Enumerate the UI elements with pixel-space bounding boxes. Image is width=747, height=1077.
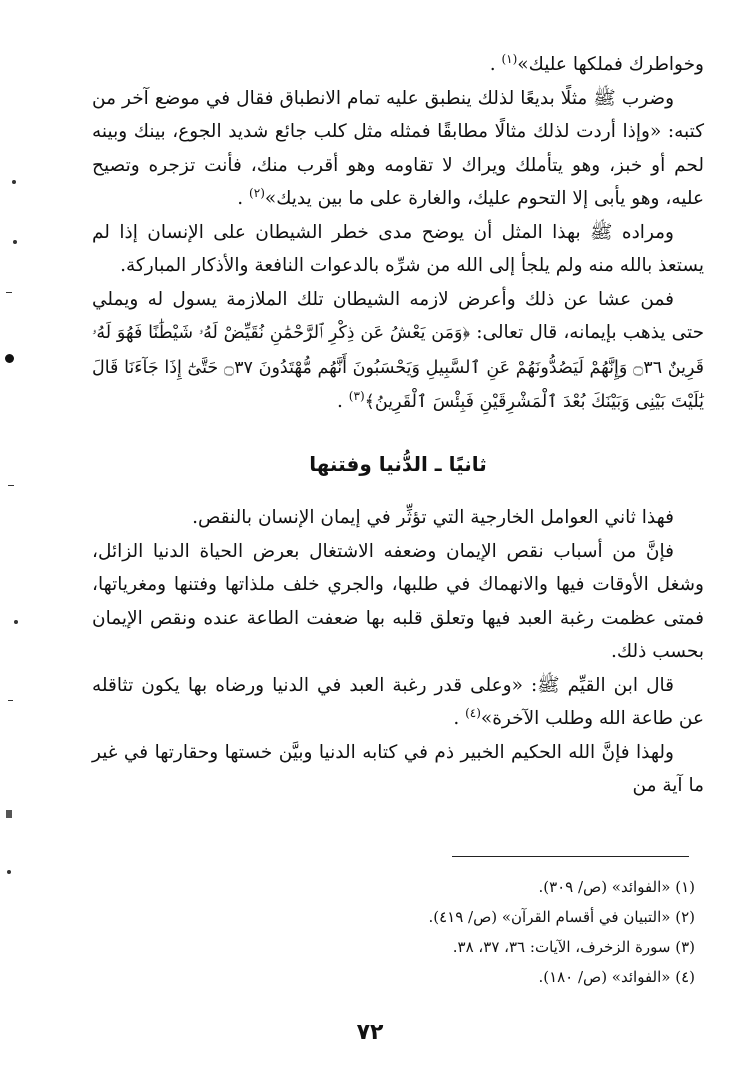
paragraph-2-text: وضرب ﷺ مثلًا بديعًا لذلك ينطبق عليه تمام الانطباق فقال في موضع آخر من كتبه: «وإذا أردت لذلك مثالًا مطابقًا فمثله مثل كلب جائع شديد الجوع، بينك وبينه لحم أو خبز، وهو يتأملك ويراك لا تقاومه وهو أقرب منك، فأنت تزجره وتصيح عليه، وهو يأبى إلا التحوم عليك، والغارة على ما بين يديك» <box>92 87 704 209</box>
scan-mark <box>14 620 18 624</box>
main-text-block <box>92 48 704 803</box>
footnote-2: (٢) «التبيان في أقسام القرآن» (ص/ ٤١٩). <box>428 908 695 926</box>
quran-verse: ﴿وَمَن يَعْشُ عَن ذِكْرِ ٱلرَّحْمَٰنِ نُقَيِّضْ لَهُۥ شَيْطَٰنًا فَهُوَ لَهُۥ قَرِينٌ ۝٣٦ وَإِنَّهُمْ لَيَصُدُّونَهُمْ عَنِ ٱلسَّبِيلِ وَيَحْسَبُونَ أَنَّهُم مُّهْتَدُونَ ۝٣٧ حَتَّىٰٓ إِذَا جَآءَنَا قَالَ يَٰلَيْتَ بَيْنِى وَبَيْنَكَ بُعْدَ ٱلْمَشْرِقَيْنِ فَبِئْسَ ٱلْقَرِينُ﴾ <box>92 323 704 412</box>
paragraph-1: وخواطرك فملكها عليك»$^{(١)}$ . <box>489 51 704 75</box>
page-number: ٧٢ <box>356 1020 384 1045</box>
scan-mark <box>6 292 12 293</box>
paragraph-7-text: قال ابن القيِّم ﷺ: «وعلى قدر رغبة العبد في الدنيا ورضاه بها يكون تثاقله عن طاعة الله وطلب الآخرة» <box>92 674 704 729</box>
paragraph-1-text: وخواطرك فملكها عليك» <box>517 54 704 75</box>
paragraph-8: ولهذا فإنَّ الله الحكيم الخبير ذم في كتابه الدنيا وبيَّن خستها وحقارتها في غير ما آية من <box>92 741 704 796</box>
footnote-4: (٤) «الفوائد» (ص/ ١٨٠). <box>538 968 695 986</box>
footnote-1: (١) «الفوائد» (ص/ ٣٠٩). <box>538 878 695 896</box>
footnotes <box>428 872 695 992</box>
footnote-ref-1: (١) <box>501 51 518 66</box>
paragraph-5: فهذا ثاني العوامل الخارجية التي تؤثِّر في إيمان الإنسان بالنقص. <box>192 507 674 528</box>
scan-mark <box>8 700 13 701</box>
paragraph-4-intro: فمن عشا عن ذلك وأعرض لازمه الشيطان تلك الملازمة يسول له ويملي حتى يذهب بإيمانه، قال تعالى: <box>92 288 705 343</box>
footnote-separator <box>452 856 689 857</box>
footnote-ref-3: (٣) <box>348 388 365 403</box>
section-heading: ثانيًا ـ الدُّنيا وفتنها <box>309 451 487 476</box>
scan-mark <box>13 240 17 244</box>
paragraph-3: ومراده ﷺ بهذا المثل أن يوضح مدى خطر الشيطان على الإنسان إذا لم يستعذ بالله منه ولم يلجأ إلى الله من شرِّه بالدعوات النافعة والأذكار المباركة. <box>92 221 704 276</box>
scan-mark <box>5 354 14 363</box>
paragraph-7: قال ابن القيِّم ﷺ: «وعلى قدر رغبة العبد في الدنيا ورضاه بها يكون تثاقله عن طاعة الله وطلب الآخرة»$^{(٤)}$ . <box>92 674 704 729</box>
paragraph-6: فإنَّ من أسباب نقص الإيمان وضعفه الاشتغال بعرض الحياة الدنيا الزائل، وشغل الأوقات فيها والانهماك في طلبها، والجري خلف ملذاتها وفتنها ومغرياتها، فمتى عظمت رغبة العبد فيها وتعلق قلبه بها ضعفت الطاعة عنده ونقص الإيمان بحسب ذلك. <box>92 540 704 662</box>
footnote-3: (٣) سورة الزخرف، الآيات: ٣٦، ٣٧، ٣٨. <box>452 938 695 956</box>
paragraph-4: فمن عشا عن ذلك وأعرض لازمه الشيطان تلك الملازمة يسول له ويملي حتى يذهب بإيمانه، قال تعالى: ﴿وَمَن يَعْشُ عَن ذِكْرِ ٱلرَّحْمَٰنِ نُقَيِّضْ لَهُۥ شَيْطَٰنًا فَهُوَ لَهُۥ قَرِينٌ ۝٣٦ وَإِنَّهُمْ لَيَصُدُّونَهُمْ عَنِ ٱلسَّبِيلِ وَيَحْسَبُونَ أَنَّهُم مُّهْتَدُونَ ۝٣٧ حَتَّىٰٓ إِذَا جَآءَنَا قَالَ يَٰلَيْتَ بَيْنِى وَبَيْنَكَ بُعْدَ ٱلْمَشْرِقَيْنِ فَبِئْسَ ٱلْقَرِينُ﴾$^{(٣)}$ . <box>92 288 705 412</box>
footnote-ref-4: (٤) <box>465 705 481 720</box>
paragraph-2: وضرب ﷺ مثلًا بديعًا لذلك ينطبق عليه تمام الانطباق فقال في موضع آخر من كتبه: «وإذا أردت لذلك مثالًا مطابقًا فمثله مثل كلب جائع شديد الجوع، بينك وبينه لحم أو خبز، وهو يتأملك ويراك لا تقاومه وهو أقرب منك، فأنت تزجره وتصيح عليه، وهو يأبى إلا التحوم عليك، والغارة على ما بين يديك»$^{(٢)}$ . <box>92 87 704 209</box>
scan-mark <box>6 810 12 818</box>
scan-mark <box>7 870 11 874</box>
scan-mark <box>12 180 16 184</box>
footnote-ref-2: (٢) <box>249 185 265 200</box>
scan-mark <box>8 485 14 486</box>
